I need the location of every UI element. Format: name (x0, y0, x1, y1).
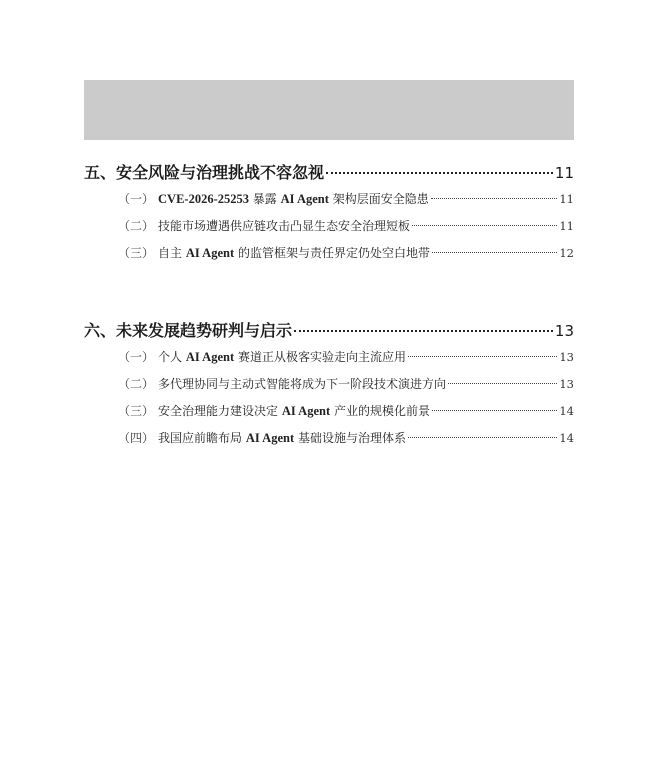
entry-label (118, 213, 410, 240)
toc-entry-6-2[interactable] (84, 371, 574, 398)
entry-number: （一） (118, 350, 155, 364)
entry-text: 赛道正从极客实验走向主流应用 (234, 350, 406, 364)
toc-chapter-5[interactable] (84, 160, 574, 186)
page-number: 11 (559, 192, 574, 206)
page-number: 14 (559, 431, 574, 445)
entry-number: （四） (118, 431, 155, 445)
entry-text: 的监管框架与责任界定仍处空白地带 (234, 246, 430, 260)
toc-entry-5-2[interactable] (84, 213, 574, 240)
entry-number: （三） (118, 404, 155, 418)
entry-number: （三） (118, 246, 155, 260)
entry-bold-text: AI Agent (245, 431, 295, 445)
dot-leader (448, 383, 557, 384)
toc-section-6 (84, 318, 574, 452)
page-number: 12 (559, 246, 574, 260)
chapter-title: 六、未来发展趋势研判与启示 (84, 321, 293, 340)
toc-entry-6-4[interactable] (84, 425, 574, 452)
toc-chapter-6[interactable] (84, 318, 574, 344)
toc-entry-6-1[interactable] (84, 344, 574, 371)
entry-text: 技能市场遭遇供应链攻击凸显生态安全治理短板 (158, 219, 411, 233)
entry-label (118, 186, 429, 213)
dot-leader (326, 172, 553, 174)
dot-leader (412, 225, 557, 226)
entry-text: 架构层面安全隐患 (328, 192, 429, 206)
entry-text: 安全治理能力建设决定 (158, 404, 282, 418)
page-number: 11 (554, 164, 574, 182)
page-number: 13 (559, 377, 574, 391)
entry-number: （一） (118, 192, 155, 206)
page-number: 13 (559, 350, 574, 364)
entry-text: 自主 (158, 246, 186, 260)
dot-leader (432, 252, 557, 253)
toc-entry-5-1[interactable] (84, 186, 574, 213)
entry-label (118, 425, 406, 452)
entry-text: 个人 (158, 350, 186, 364)
entry-text: 多代理协同与主动式智能将成为下一阶段技术演进方向 (158, 377, 447, 391)
entry-number: （二） (118, 377, 155, 391)
page-number: 14 (559, 404, 574, 418)
entry-label (118, 240, 430, 267)
dot-leader (408, 437, 557, 438)
entry-number: （二） (118, 219, 155, 233)
entry-bold-text: CVE-2026-25253 (158, 192, 249, 206)
entry-text: 产业的规模化前景 (330, 404, 430, 418)
entry-bold-text: AI Agent (185, 246, 235, 260)
entry-label (118, 371, 446, 398)
dot-leader (294, 330, 553, 332)
page-number: 11 (559, 219, 574, 233)
entry-label (118, 344, 406, 371)
header-banner (84, 80, 574, 140)
page-number: 13 (554, 322, 574, 340)
entry-text: 暴露 (248, 192, 281, 206)
entry-bold-text: AI Agent (185, 350, 235, 364)
toc-entry-5-3[interactable] (84, 240, 574, 267)
entry-text: 基础设施与治理体系 (294, 431, 406, 445)
entry-bold-text: AI Agent (280, 192, 329, 206)
dot-leader (408, 356, 557, 357)
dot-leader (431, 198, 558, 199)
chapter-title: 五、安全风险与治理挑战不容忽视 (84, 163, 325, 182)
toc-section-5 (84, 160, 574, 267)
toc-entry-6-3[interactable] (84, 398, 574, 425)
entry-text: 我国应前瞻布局 (158, 431, 246, 445)
entry-bold-text: AI Agent (281, 404, 331, 418)
dot-leader (432, 410, 557, 411)
entry-label (118, 398, 430, 425)
